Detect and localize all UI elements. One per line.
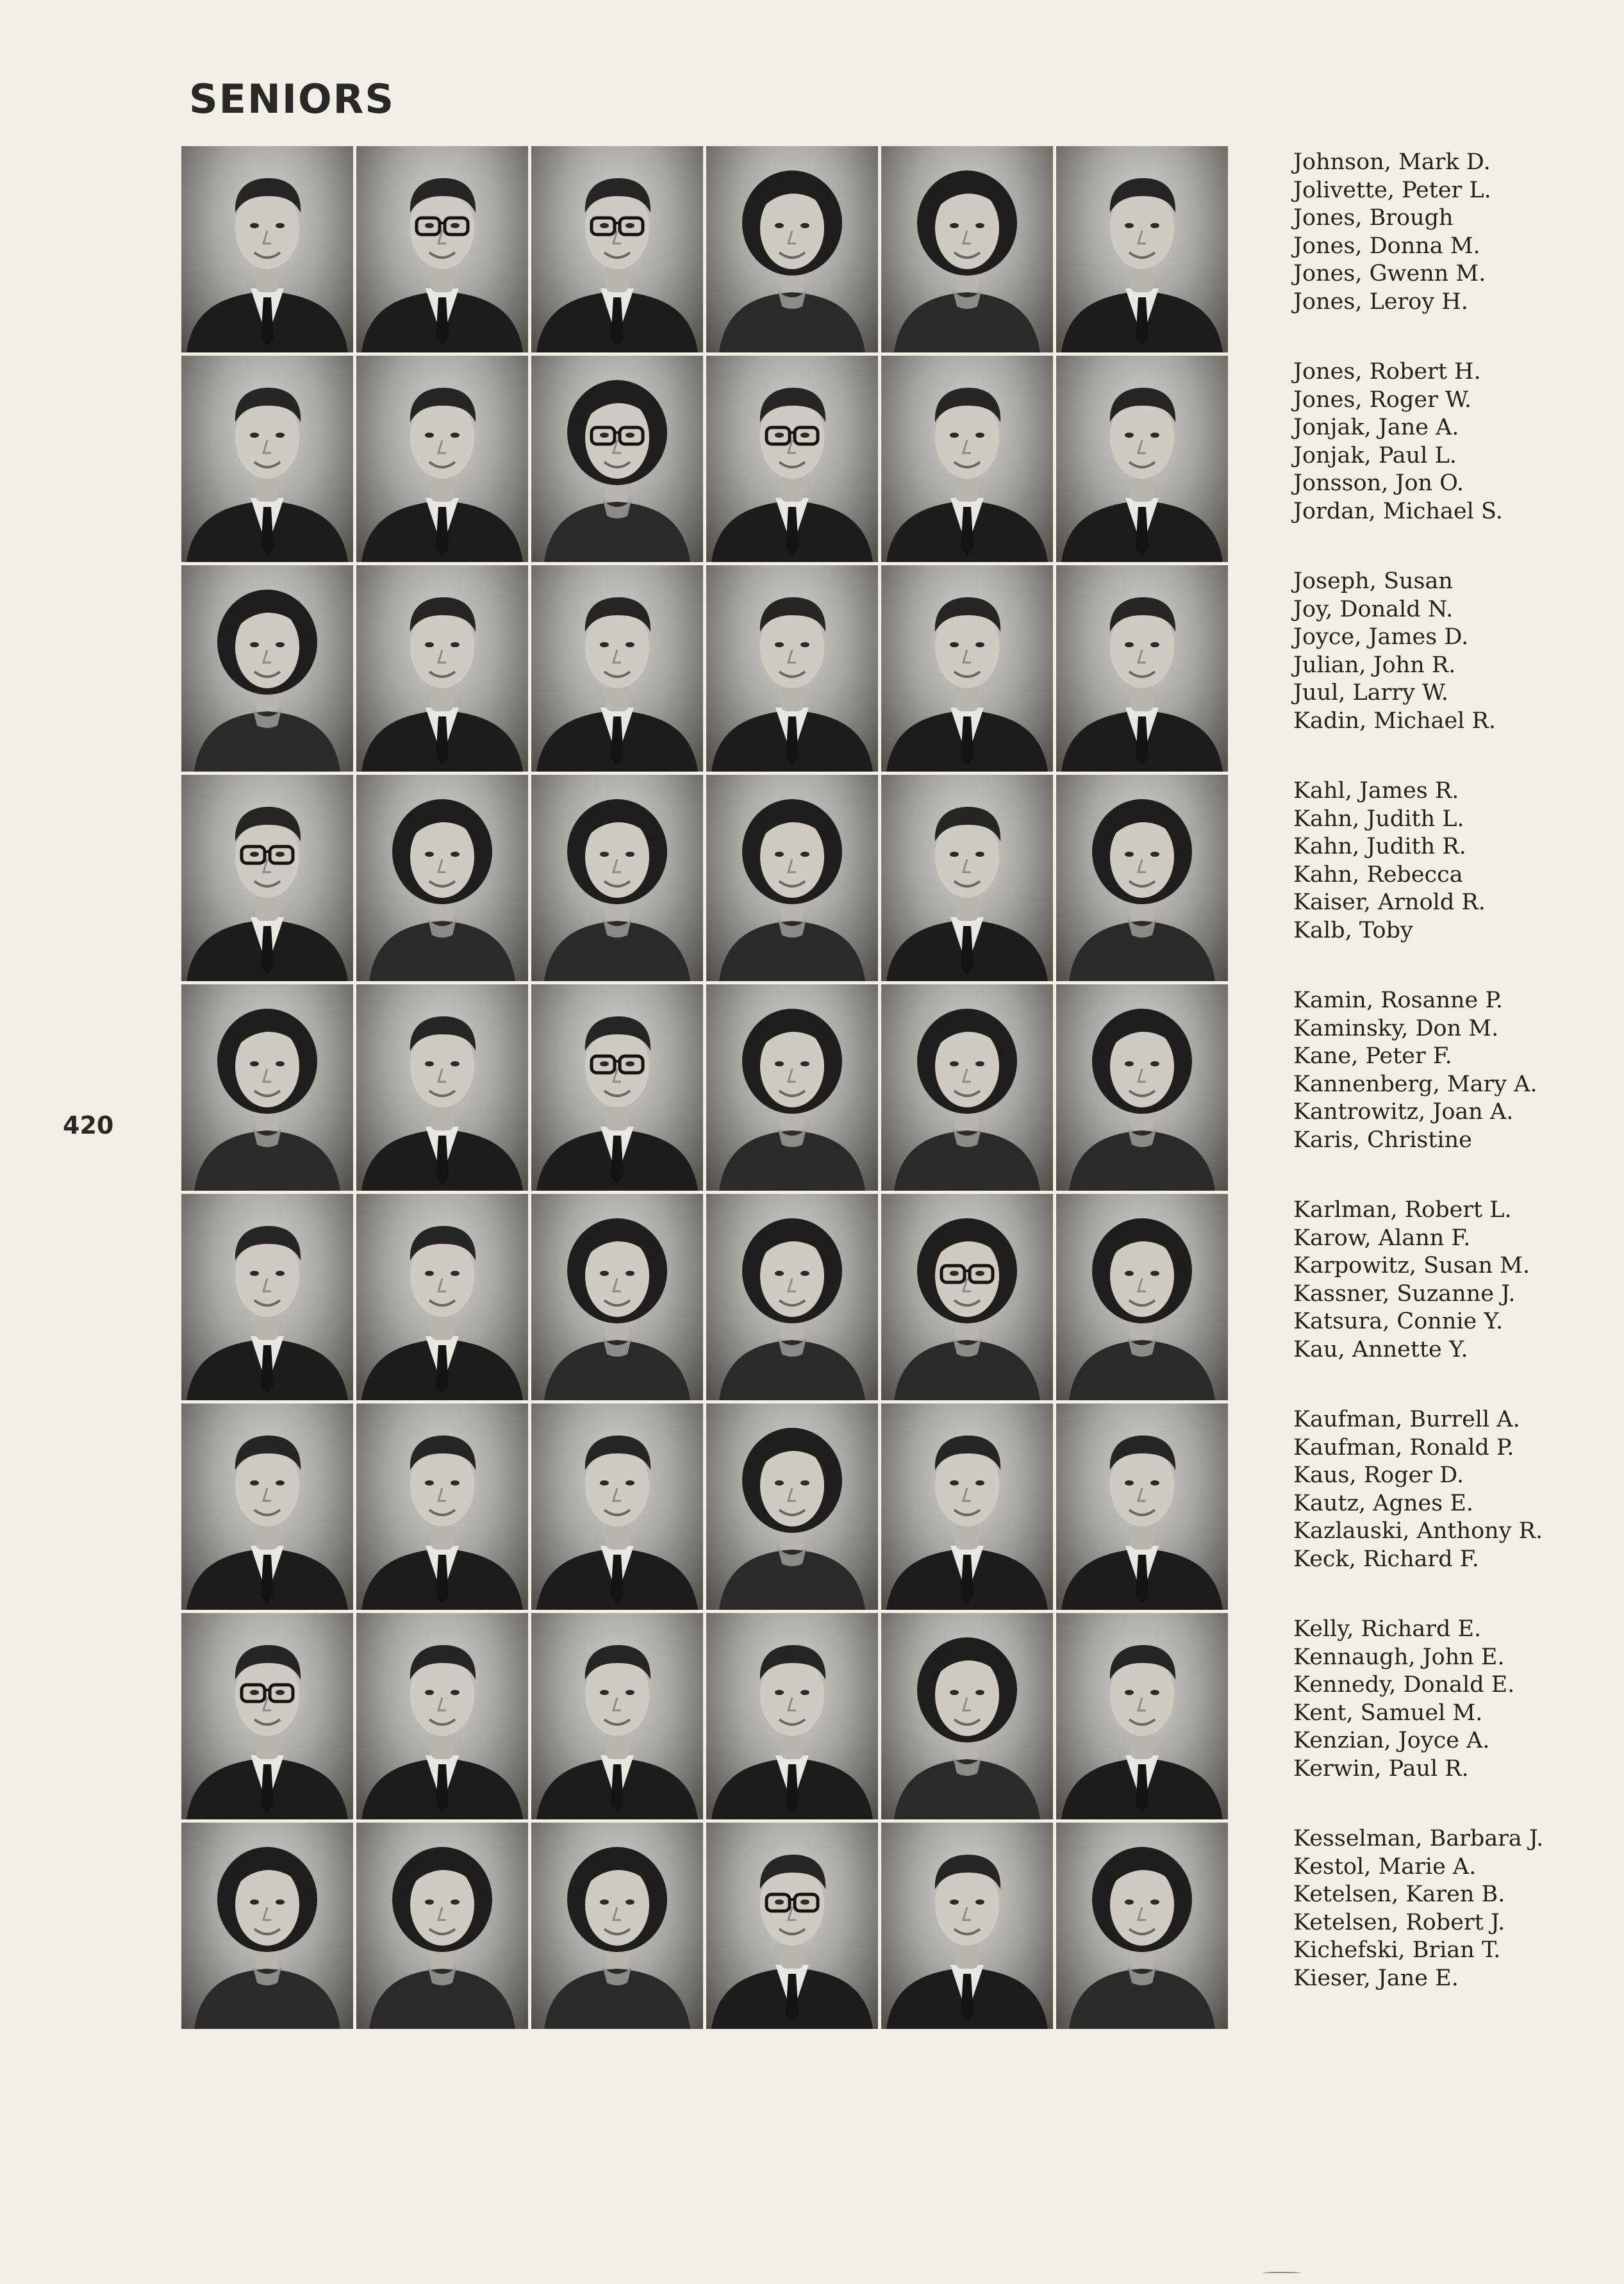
corner-mark — [1263, 2272, 1301, 2274]
student-name: Jordan, Michael S. — [1293, 498, 1503, 524]
portrait-photo — [531, 146, 703, 352]
portrait-photo — [706, 356, 878, 562]
portrait-photo — [1056, 1823, 1228, 2029]
student-name: Julian, John R. — [1293, 652, 1456, 678]
portrait-photo — [531, 1194, 703, 1400]
student-name: Kaufman, Burrell A. — [1293, 1407, 1520, 1432]
student-name: Karlman, Robert L. — [1293, 1197, 1512, 1223]
student-name: Ketelsen, Karen B. — [1293, 1882, 1505, 1907]
student-name: Karis, Christine — [1293, 1127, 1472, 1153]
portrait-photo — [881, 146, 1053, 352]
student-name: Kahn, Judith L. — [1293, 806, 1464, 832]
portrait-row — [181, 146, 1578, 352]
portrait-row — [181, 1194, 1578, 1400]
student-name: Kaus, Roger D. — [1293, 1462, 1464, 1488]
student-name: Kennedy, Donald E. — [1293, 1672, 1515, 1698]
portrait-photo — [531, 1403, 703, 1610]
name-list — [1293, 149, 1575, 316]
portrait-photo — [881, 565, 1053, 772]
student-name: Kautz, Agnes E. — [1293, 1490, 1474, 1516]
name-list — [1293, 1825, 1575, 1992]
student-name: Kannenberg, Mary A. — [1293, 1071, 1537, 1097]
portrait-photo — [356, 146, 528, 352]
student-name: Kennaugh, John E. — [1293, 1644, 1505, 1670]
student-name: Kahl, James R. — [1293, 778, 1459, 804]
portrait-photo — [1056, 1403, 1228, 1610]
student-name: Joy, Donald N. — [1293, 596, 1454, 622]
portrait-photo — [1056, 1613, 1228, 1819]
portrait-photo — [356, 356, 528, 562]
student-name: Ketelsen, Robert J. — [1293, 1909, 1505, 1935]
portrait-row — [181, 565, 1578, 772]
portrait-photo — [1056, 1194, 1228, 1400]
portrait-photo — [706, 1613, 878, 1819]
portrait-photo — [881, 1613, 1053, 1819]
name-list — [1293, 1406, 1575, 1573]
student-name: Kestol, Marie A. — [1293, 1853, 1477, 1880]
student-name: Kichefski, Brian T. — [1293, 1937, 1501, 1963]
student-name: Kieser, Jane E. — [1293, 1965, 1459, 1991]
student-name: Jolivette, Peter L. — [1293, 177, 1491, 203]
portrait-row — [181, 984, 1578, 1191]
portrait-photo — [531, 984, 703, 1191]
student-name: Joyce, James D. — [1293, 624, 1469, 650]
student-name: Juul, Larry W. — [1293, 680, 1449, 706]
portrait-photo — [181, 356, 353, 562]
portrait-photo — [1056, 356, 1228, 562]
portrait-photo — [881, 1403, 1053, 1610]
portrait-photo — [706, 146, 878, 352]
portrait-photo — [1056, 146, 1228, 352]
student-name: Kaiser, Arnold R. — [1293, 890, 1486, 915]
student-name: Kamin, Rosanne P. — [1293, 988, 1503, 1013]
portrait-photo — [356, 1194, 528, 1400]
page-number: 420 — [63, 1111, 114, 1139]
student-name: Kalb, Toby — [1293, 917, 1413, 943]
portrait-row — [181, 1823, 1578, 2029]
student-name: Kane, Peter F. — [1293, 1043, 1452, 1069]
student-name: Jones, Gwenn M. — [1293, 261, 1486, 286]
name-list — [1293, 1196, 1575, 1364]
student-name: Kahn, Judith R. — [1293, 834, 1466, 859]
portrait-photo — [531, 565, 703, 772]
student-name: Jones, Brough — [1293, 205, 1454, 231]
portrait-photo — [531, 1613, 703, 1819]
portrait-photo — [706, 775, 878, 981]
portrait-photo — [356, 984, 528, 1191]
student-name: Kazlauski, Anthony R. — [1293, 1518, 1543, 1544]
portrait-photo — [706, 1823, 878, 2029]
portrait-photo — [881, 356, 1053, 562]
portrait-photo — [181, 1823, 353, 2029]
student-name: Kenzian, Joyce A. — [1293, 1728, 1490, 1753]
student-name: Kantrowitz, Joan A. — [1293, 1099, 1514, 1125]
name-list — [1293, 358, 1575, 525]
student-name: Katsura, Connie Y. — [1293, 1309, 1504, 1334]
portrait-photo — [356, 1613, 528, 1819]
portrait-row — [181, 1403, 1578, 1610]
student-name: Karow, Alann F. — [1293, 1225, 1471, 1251]
portrait-photo — [531, 1823, 703, 2029]
portrait-photo — [356, 1823, 528, 2029]
portrait-photo — [356, 775, 528, 981]
student-name: Kelly, Richard E. — [1293, 1616, 1482, 1642]
portrait-photo — [181, 775, 353, 981]
student-name: Kent, Samuel M. — [1293, 1700, 1483, 1726]
name-list — [1293, 1616, 1575, 1783]
portrait-photo — [181, 146, 353, 352]
student-name: Jonjak, Jane A. — [1293, 415, 1459, 440]
student-name: Jones, Leroy H. — [1293, 288, 1468, 315]
portrait-photo — [1056, 984, 1228, 1191]
student-name: Jones, Roger W. — [1293, 386, 1471, 413]
student-name: Johnson, Mark D. — [1293, 149, 1491, 175]
portrait-photo — [706, 565, 878, 772]
portrait-photo — [881, 984, 1053, 1191]
name-list — [1293, 987, 1575, 1154]
portrait-photo — [181, 984, 353, 1191]
page-title: SENIORS — [189, 76, 395, 122]
student-name: Kadin, Michael R. — [1293, 708, 1496, 734]
portrait-photo — [181, 565, 353, 772]
student-name: Jones, Donna M. — [1293, 233, 1480, 259]
portrait-photo — [706, 1194, 878, 1400]
portrait-photo — [1056, 775, 1228, 981]
portrait-row — [181, 356, 1578, 562]
portrait-photo — [706, 984, 878, 1191]
student-name: Karpowitz, Susan M. — [1293, 1253, 1530, 1279]
student-name: Kerwin, Paul R. — [1293, 1755, 1469, 1782]
student-name: Jonsson, Jon O. — [1293, 470, 1464, 496]
portrait-photo — [181, 1403, 353, 1610]
student-name: Jonjak, Paul L. — [1293, 442, 1457, 468]
portrait-photo — [706, 1403, 878, 1610]
student-name: Jones, Robert H. — [1293, 359, 1481, 385]
student-name: Kassner, Suzanne J. — [1293, 1280, 1516, 1307]
portrait-photo — [356, 1403, 528, 1610]
student-name: Kaufman, Ronald P. — [1293, 1434, 1514, 1461]
portrait-photo — [881, 775, 1053, 981]
student-name: Kau, Annette Y. — [1293, 1336, 1468, 1362]
portrait-photo — [531, 775, 703, 981]
student-name: Kesselman, Barbara J. — [1293, 1826, 1544, 1851]
student-name: Kaminsky, Don M. — [1293, 1015, 1499, 1041]
portrait-photo — [531, 356, 703, 562]
portrait-photo — [181, 1194, 353, 1400]
name-list — [1293, 568, 1575, 735]
portrait-photo — [181, 1613, 353, 1819]
portrait-row — [181, 1613, 1578, 1819]
name-list — [1293, 777, 1575, 945]
portrait-photo — [881, 1194, 1053, 1400]
student-name: Joseph, Susan — [1293, 568, 1453, 594]
portrait-row — [181, 775, 1578, 981]
portrait-photo — [881, 1823, 1053, 2029]
portrait-photo — [356, 565, 528, 772]
portrait-photo — [1056, 565, 1228, 772]
student-name: Kahn, Rebecca — [1293, 861, 1463, 888]
student-name: Keck, Richard F. — [1293, 1546, 1479, 1572]
